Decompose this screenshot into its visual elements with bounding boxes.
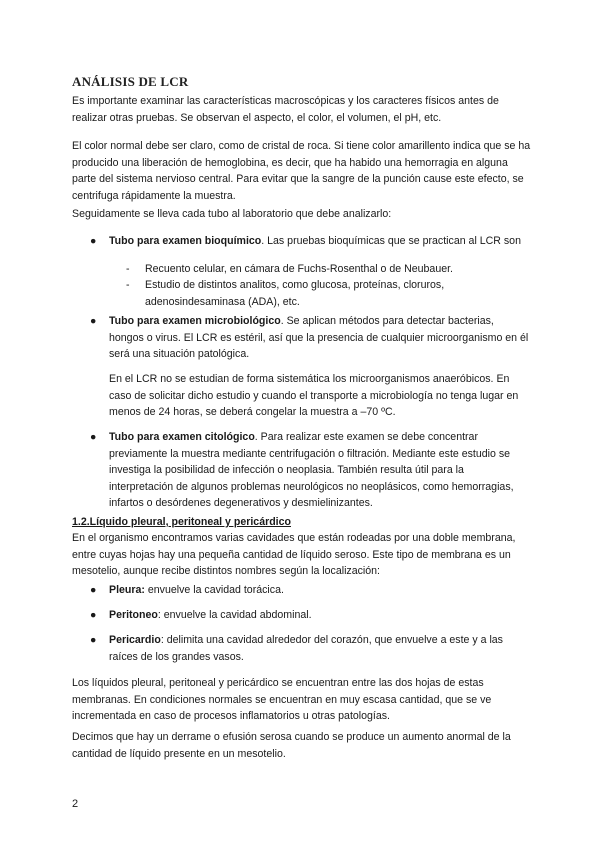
microbiology-note: En el LCR no se estudian de forma sistemática los microorganismos anaeróbicos. En caso de solicitar dicho estudio y cuando el transporte a microbiología no tenga lugar en menos de 24 horas, se deberá congelar la muestra a –70 ºC. [109, 373, 519, 419]
bullet-icon: ● [90, 235, 97, 247]
tube-label: Tubo para examen bioquímico [109, 235, 262, 247]
membrane-text: : envuelve la cavidad abdominal. [157, 609, 312, 621]
membrane-text: envuelve la cavidad torácica. [144, 584, 284, 596]
tube-biochemical-item [90, 233, 530, 250]
section-intro-paragraph: En el organismo encontramos varias cavidades que están rodeadas por una doble membrana, entre cuyas hojas hay una pequeña cantidad de líquido seroso. Este tipo de membrana es un mesotelio, aunque recibe distintos nombres según la localización: [72, 532, 516, 578]
tube-text: . Para realizar este examen se debe concentrar previamente la muestra mediante centrifugación o filtración. Mediante este estudio se investiga la posibilidad de infección o neoplasia. También resulta útil para la interpretación de algunos problemas neurológicos no neoplásicos, como hemorragias, infartos o desórdenes degenerativos y desmielinizantes. [109, 431, 514, 510]
membrane-pericardio-item [90, 632, 530, 665]
sub-item-text: Estudio de distintos analitos, como glucosa, proteínas, cloruros, adenosindesaminasa (ADA), etc. [145, 279, 445, 308]
tube-cytological-item [90, 429, 530, 512]
section-heading: 1.2.Líquido pleural, peritoneal y pericárdico [72, 516, 291, 528]
intro-paragraph: Es importante examinar las características macroscópicas y los caracteres físicos antes de realizar otras pruebas. Se observan el aspecto, el color, el volumen, el pH, etc. [72, 95, 499, 124]
page-title: ANÁLISIS DE LCR [72, 74, 189, 89]
bullet-icon: ● [90, 609, 97, 621]
sub-item [126, 261, 530, 278]
color-paragraph: El color normal debe ser claro, como de cristal de roca. Si tiene color amarillento indica que se ha producido una liberación de hemoglobina, es decir, que ha habido una hemorragia en alguna parte del sistema nervioso central. Para evitar que la sangre de la punción cause este efecto, se centrifuga rápidamente la muestra. [72, 140, 531, 202]
lab-paragraph: Seguidamente se lleva cada tubo al laboratorio que debe analizarlo: [72, 208, 392, 220]
tube-label: Tubo para examen citológico [109, 431, 255, 443]
membrane-pleura-item [90, 582, 530, 599]
tube-text: . Las pruebas bioquímicas que se practican al LCR son [261, 235, 521, 247]
effusion-paragraph: Decimos que hay un derrame o efusión serosa cuando se produce un aumento anormal de la cantidad de líquido presente en un mesotelio. [72, 731, 511, 760]
sub-item [126, 277, 530, 310]
bullet-icon: ● [90, 584, 97, 596]
membrane-text: : delimita una cavidad alrededor del corazón, que envuelve a este y a las raíces de los grandes vasos. [109, 634, 503, 663]
tube-label: Tubo para examen microbiológico [109, 315, 281, 327]
bullet-icon: ● [90, 634, 97, 646]
membrane-peritoneo-item [90, 607, 530, 624]
membrane-label: Peritoneo [109, 609, 158, 621]
dash-icon: - [126, 263, 130, 275]
sub-item-text: Recuento celular, en cámara de Fuchs-Rosenthal o de Neubauer. [145, 263, 453, 275]
bullet-icon: ● [90, 315, 97, 327]
membrane-label: Pleura: [109, 584, 145, 596]
membrane-label: Pericardio [109, 634, 161, 646]
tube-microbiological-item [90, 313, 530, 363]
tube-text: . Se aplican métodos para detectar bacterias, hongos o virus. El LCR es estéril, así que la presencia de cualquier microorganismo en él será una situación patológica. [109, 315, 529, 361]
page-number: 2 [72, 798, 79, 810]
bullet-icon: ● [90, 431, 97, 443]
dash-icon: - [126, 279, 130, 291]
liquids-paragraph: Los líquidos pleural, peritoneal y pericárdico se encuentran entre las dos hojas de estas membranas. En condiciones normales se encuentran en muy escasa cantidad, que se ve incrementada en caso de procesos inflamatorios u otras patologías. [72, 677, 492, 723]
